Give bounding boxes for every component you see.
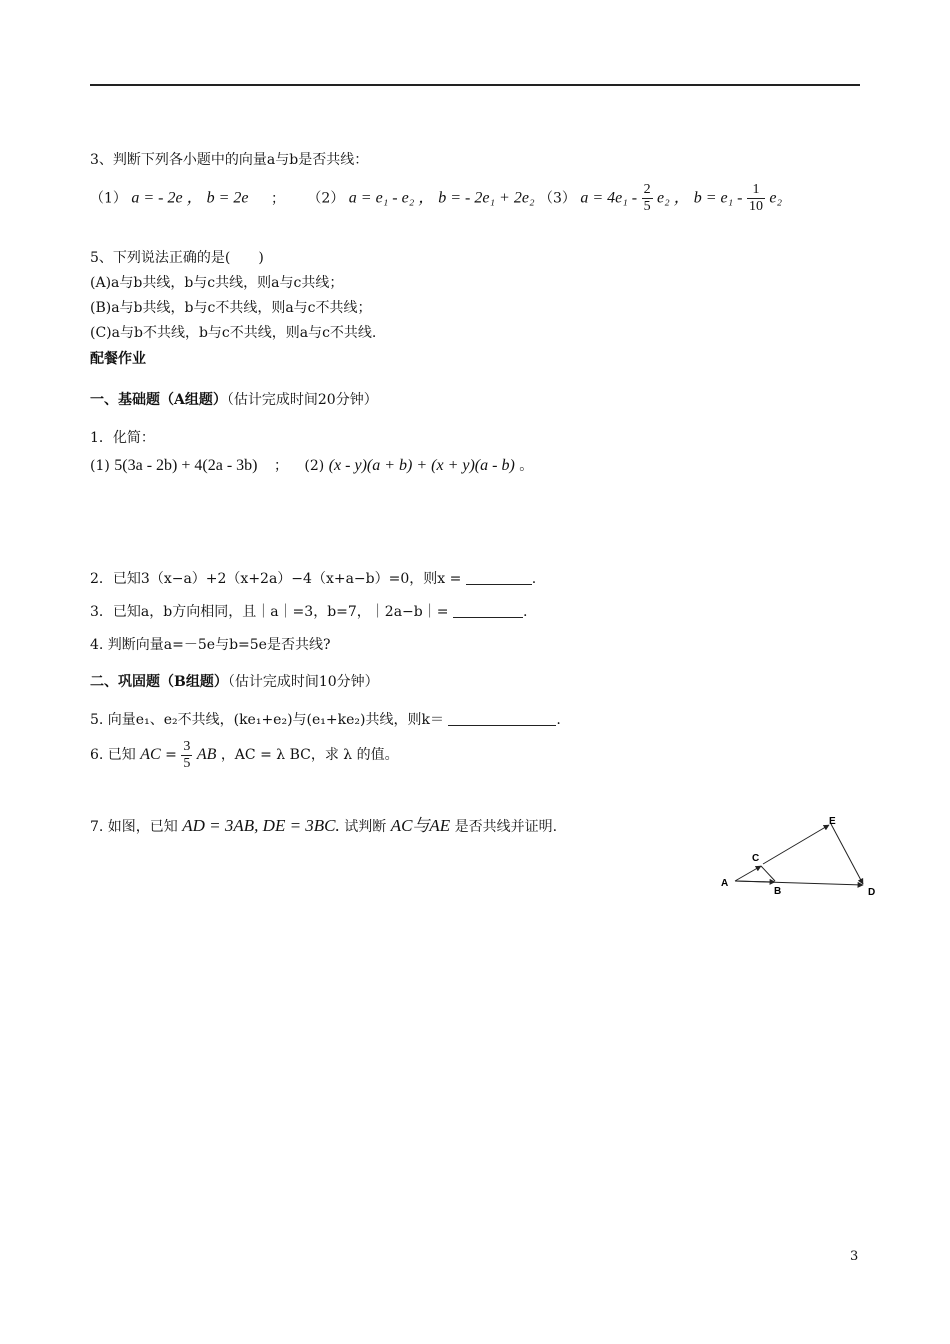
a1-p1: 5(3a - 2b) + 4(2a - 3b): [114, 457, 258, 474]
q5-option-a: (A)a与b共线，b与c共线，则a与c共线；: [90, 275, 344, 291]
section-a-note: （估计完成时间20分钟）: [226, 392, 378, 408]
section-b-title: 二、巩固题（B组题）: [90, 674, 228, 690]
label-a: A: [721, 878, 729, 889]
vector-ce: [763, 825, 829, 864]
a1-p2-label: (2): [304, 458, 325, 474]
label-e: E: [829, 816, 836, 827]
b6-ab: AB: [196, 746, 217, 763]
q3-p2-label: （2）: [307, 190, 345, 207]
q3-title: 3、判断下列各小题中的向量a与b是否共线：: [90, 152, 369, 168]
segment-cb: [761, 866, 775, 881]
label-c: C: [752, 853, 760, 864]
a3-answer-blank: [453, 603, 523, 618]
vector-ed: [831, 824, 863, 884]
b7-math2: AC与AE: [390, 816, 451, 835]
vector-ab: [735, 881, 775, 882]
label-b: B: [774, 886, 782, 897]
b6-ac: AC: [140, 746, 161, 763]
b7-tail: 是否共线并证明.: [454, 819, 558, 835]
b7-mid: 试判断: [344, 819, 387, 835]
q3-p1: a = - 2e ， b = 2e: [131, 189, 249, 207]
q3-p1-label: （1）: [90, 190, 127, 207]
a1-sep: ；: [273, 458, 288, 474]
q3-p3-c: e₂: [769, 189, 783, 207]
a1-parts: [90, 456, 533, 476]
vector-ac: [735, 866, 761, 881]
b6-rest: ，AC = λ BC，求 λ 的值。: [220, 747, 399, 763]
a1-title: 1．化简：: [90, 430, 155, 446]
b7-math: AD = 3AB, DE = 3BC.: [182, 816, 340, 835]
section-a-heading: [90, 390, 378, 410]
q3-frac2: $\frac{1}{10}$: [748, 182, 763, 214]
a3-text: 3．已知a，b方向相同，且｜a｜=3，b=7，｜2a−b｜=: [90, 604, 449, 620]
b6-line: [90, 738, 399, 772]
b6-eq: =: [165, 747, 177, 763]
a1-p2: (x - y)(a + b) + (x + y)(a - b): [328, 457, 515, 474]
b6-lead: 6. 已知: [90, 747, 136, 763]
page-number: 3: [850, 1249, 859, 1264]
b7-lead: 7. 如图，已知: [90, 819, 178, 835]
a2-line: [90, 569, 536, 589]
a2-end: .: [531, 571, 537, 587]
q3-parts: [90, 182, 782, 215]
a4-text: 4. 判断向量a=－5e与b=5e是否共线?: [90, 637, 331, 653]
section-b-note: （估计完成时间10分钟）: [227, 674, 379, 690]
q3-p3-b: e₂ ， b = e₁ -: [657, 189, 743, 207]
a1-end: 。: [519, 458, 534, 474]
a3-end: .: [522, 604, 528, 620]
header-rule: [90, 84, 860, 86]
b5-answer-blank: [448, 711, 556, 726]
homework-title: 配餐作业: [90, 351, 146, 367]
a2-text: 2．已知3（x−a）+2（x+2a）−4（x+a−b）=0，则x =: [90, 571, 462, 587]
b6-frac: $\frac{3}{5}$: [183, 738, 191, 771]
b7-line: [90, 812, 557, 841]
label-d: D: [868, 887, 876, 898]
a2-answer-blank: [466, 570, 532, 585]
triangle-figure: [715, 812, 885, 902]
b5-line: [90, 710, 561, 730]
q3-p3-a: a = 4e₁ -: [580, 189, 638, 207]
q3-frac1: $\frac{2}{5}$: [643, 182, 651, 214]
b5-text: 5. 向量e₁、e₂不共线，(ke₁+e₂)与(e₁+ke₂)共线，则k＝: [90, 712, 444, 728]
section-b-heading: [90, 672, 379, 692]
b5-end: .: [556, 712, 561, 728]
q5-option-c: (C)a与b不共线，b与c不共线，则a与c不共线.: [90, 325, 377, 341]
a3-line: [90, 602, 527, 622]
q3-p2: a = e₁ - e₂ ， b = - 2e₁ + 2e₂: [348, 189, 535, 207]
a1-p1-label: (1): [90, 458, 110, 474]
section-a-title: 一、基础题（A组题）: [90, 392, 227, 408]
q5-option-b: (B)a与b共线，b与c不共线，则a与c不共线；: [90, 300, 372, 316]
q3-p3-label: （3）: [538, 190, 576, 207]
q3-sep: ；: [270, 190, 285, 207]
q5-title: 5、下列说法正确的是( ): [90, 250, 264, 266]
